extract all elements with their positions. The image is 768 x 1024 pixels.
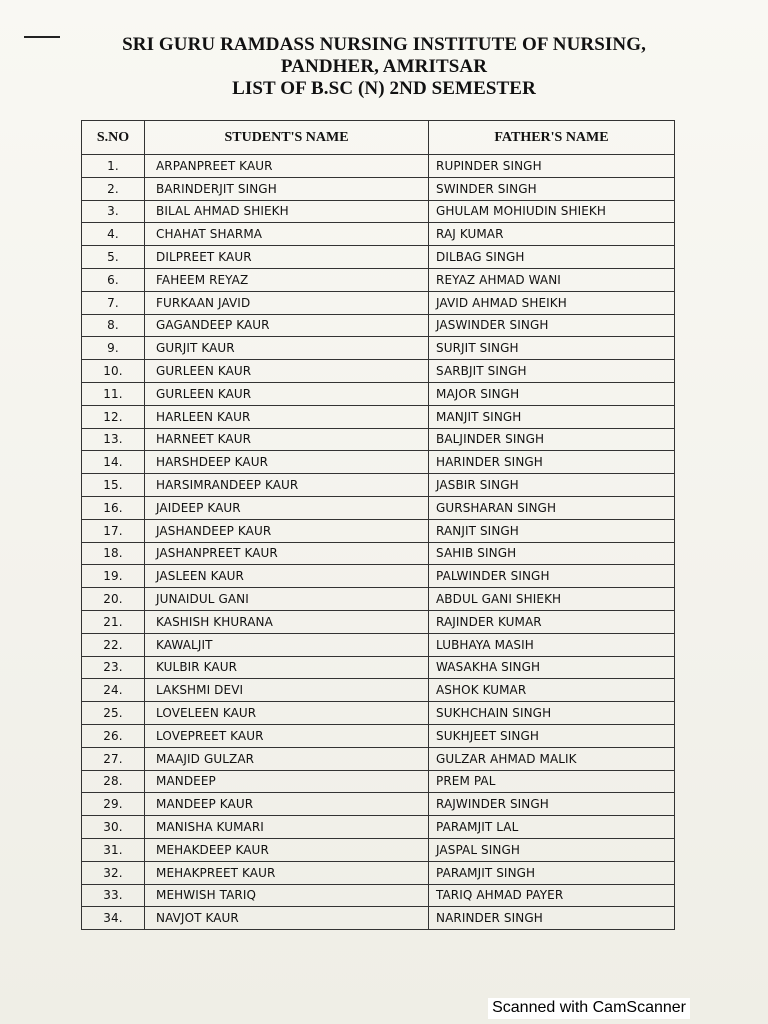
student-name-cell: FURKAAN JAVID bbox=[145, 291, 429, 314]
student-name-cell: BARINDERJIT SINGH bbox=[145, 177, 429, 200]
column-header-sno: S.NO bbox=[82, 121, 145, 155]
serial-number-cell: 13. bbox=[82, 428, 145, 451]
serial-number-cell: 9. bbox=[82, 337, 145, 360]
student-name-cell: HARLEEN KAUR bbox=[145, 405, 429, 428]
table-row bbox=[82, 565, 675, 588]
serial-number-cell: 18. bbox=[82, 542, 145, 565]
father-name-cell: JASPAL SINGH bbox=[429, 838, 675, 861]
student-list-table bbox=[81, 120, 675, 930]
serial-number-cell: 28. bbox=[82, 770, 145, 793]
serial-number-cell: 20. bbox=[82, 588, 145, 611]
table-row bbox=[82, 223, 675, 246]
father-name-cell: RAJINDER KUMAR bbox=[429, 610, 675, 633]
serial-number-cell: 5. bbox=[82, 246, 145, 269]
student-name-cell: JUNAIDUL GANI bbox=[145, 588, 429, 611]
camscanner-watermark: Scanned with CamScanner bbox=[488, 998, 690, 1019]
serial-number-cell: 15. bbox=[82, 474, 145, 497]
father-name-cell: WASAKHA SINGH bbox=[429, 656, 675, 679]
serial-number-cell: 17. bbox=[82, 519, 145, 542]
table-row bbox=[82, 770, 675, 793]
table-header-row bbox=[82, 121, 675, 155]
serial-number-cell: 22. bbox=[82, 633, 145, 656]
table-row bbox=[82, 405, 675, 428]
student-name-cell: ARPANPREET KAUR bbox=[145, 155, 429, 178]
list-title: LIST OF B.SC (N) 2ND SEMESTER bbox=[232, 78, 536, 99]
student-name-cell: JASLEEN KAUR bbox=[145, 565, 429, 588]
table-row bbox=[82, 200, 675, 223]
serial-number-cell: 10. bbox=[82, 360, 145, 383]
student-name-cell: KAWALJIT bbox=[145, 633, 429, 656]
institute-name: SRI GURU RAMDASS NURSING INSTITUTE OF NURSING, bbox=[122, 34, 646, 55]
father-name-cell: RAJ KUMAR bbox=[429, 223, 675, 246]
father-name-cell: GHULAM MOHIUDIN SHIEKH bbox=[429, 200, 675, 223]
father-name-cell: REYAZ AHMAD WANI bbox=[429, 268, 675, 291]
serial-number-cell: 27. bbox=[82, 747, 145, 770]
father-name-cell: BALJINDER SINGH bbox=[429, 428, 675, 451]
father-name-cell: SUKHCHAIN SINGH bbox=[429, 702, 675, 725]
table-row bbox=[82, 747, 675, 770]
table-row bbox=[82, 337, 675, 360]
student-name-cell: MANDEEP KAUR bbox=[145, 793, 429, 816]
student-name-cell: GURLEEN KAUR bbox=[145, 382, 429, 405]
serial-number-cell: 24. bbox=[82, 679, 145, 702]
table-row bbox=[82, 656, 675, 679]
table-row bbox=[82, 588, 675, 611]
father-name-cell: HARINDER SINGH bbox=[429, 451, 675, 474]
student-name-cell: CHAHAT SHARMA bbox=[145, 223, 429, 246]
student-name-cell: DILPREET KAUR bbox=[145, 246, 429, 269]
table-row bbox=[82, 610, 675, 633]
father-name-cell: ASHOK KUMAR bbox=[429, 679, 675, 702]
table-row bbox=[82, 816, 675, 839]
student-name-cell: JASHANDEEP KAUR bbox=[145, 519, 429, 542]
table-row bbox=[82, 428, 675, 451]
table-row bbox=[82, 679, 675, 702]
table-row bbox=[82, 724, 675, 747]
serial-number-cell: 33. bbox=[82, 884, 145, 907]
serial-number-cell: 30. bbox=[82, 816, 145, 839]
serial-number-cell: 23. bbox=[82, 656, 145, 679]
serial-number-cell: 16. bbox=[82, 496, 145, 519]
father-name-cell: TARIQ AHMAD PAYER bbox=[429, 884, 675, 907]
father-name-cell: ABDUL GANI SHIEKH bbox=[429, 588, 675, 611]
serial-number-cell: 8. bbox=[82, 314, 145, 337]
serial-number-cell: 21. bbox=[82, 610, 145, 633]
institute-location: PANDHER, AMRITSAR bbox=[280, 56, 488, 77]
father-name-cell: PALWINDER SINGH bbox=[429, 565, 675, 588]
father-name-cell: SURJIT SINGH bbox=[429, 337, 675, 360]
father-name-cell: MANJIT SINGH bbox=[429, 405, 675, 428]
father-name-cell: JASBIR SINGH bbox=[429, 474, 675, 497]
father-name-cell: SARBJIT SINGH bbox=[429, 360, 675, 383]
table-row bbox=[82, 451, 675, 474]
student-name-cell: FAHEEM REYAZ bbox=[145, 268, 429, 291]
serial-number-cell: 11. bbox=[82, 382, 145, 405]
father-name-cell: MAJOR SINGH bbox=[429, 382, 675, 405]
column-header-student-name: STUDENT'S NAME bbox=[145, 121, 429, 155]
serial-number-cell: 31. bbox=[82, 838, 145, 861]
serial-number-cell: 12. bbox=[82, 405, 145, 428]
student-name-cell: BILAL AHMAD SHIEKH bbox=[145, 200, 429, 223]
serial-number-cell: 14. bbox=[82, 451, 145, 474]
student-name-cell: MEHAKDEEP KAUR bbox=[145, 838, 429, 861]
student-name-cell: MEHWISH TARIQ bbox=[145, 884, 429, 907]
student-name-cell: LAKSHMI DEVI bbox=[145, 679, 429, 702]
father-name-cell: PREM PAL bbox=[429, 770, 675, 793]
student-name-cell: GAGANDEEP KAUR bbox=[145, 314, 429, 337]
student-name-cell: LOVEPREET KAUR bbox=[145, 724, 429, 747]
father-name-cell: DILBAG SINGH bbox=[429, 246, 675, 269]
student-name-cell: NAVJOT KAUR bbox=[145, 907, 429, 930]
table-row bbox=[82, 861, 675, 884]
table-row bbox=[82, 360, 675, 383]
table-row bbox=[82, 246, 675, 269]
father-name-cell: NARINDER SINGH bbox=[429, 907, 675, 930]
father-name-cell: JAVID AHMAD SHEIKH bbox=[429, 291, 675, 314]
student-name-cell: HARSIMRANDEEP KAUR bbox=[145, 474, 429, 497]
student-name-cell: KULBIR KAUR bbox=[145, 656, 429, 679]
serial-number-cell: 2. bbox=[82, 177, 145, 200]
table-row bbox=[82, 314, 675, 337]
father-name-cell: GULZAR AHMAD MALIK bbox=[429, 747, 675, 770]
table-row bbox=[82, 496, 675, 519]
student-name-cell: MANISHA KUMARI bbox=[145, 816, 429, 839]
table-row bbox=[82, 382, 675, 405]
father-name-cell: PARAMJIT LAL bbox=[429, 816, 675, 839]
table-row bbox=[82, 177, 675, 200]
table-row bbox=[82, 155, 675, 178]
table-row bbox=[82, 519, 675, 542]
serial-number-cell: 1. bbox=[82, 155, 145, 178]
father-name-cell: SUKHJEET SINGH bbox=[429, 724, 675, 747]
column-header-father-name: FATHER'S NAME bbox=[429, 121, 675, 155]
student-name-cell: HARSHDEEP KAUR bbox=[145, 451, 429, 474]
father-name-cell: LUBHAYA MASIH bbox=[429, 633, 675, 656]
student-name-cell: LOVELEEN KAUR bbox=[145, 702, 429, 725]
student-name-cell: GURJIT KAUR bbox=[145, 337, 429, 360]
student-name-cell: MEHAKPREET KAUR bbox=[145, 861, 429, 884]
table-row bbox=[82, 884, 675, 907]
student-name-cell: MAAJID GULZAR bbox=[145, 747, 429, 770]
serial-number-cell: 19. bbox=[82, 565, 145, 588]
table-row bbox=[82, 838, 675, 861]
table-body bbox=[82, 155, 675, 930]
student-name-cell: KASHISH KHURANA bbox=[145, 610, 429, 633]
table-row bbox=[82, 633, 675, 656]
serial-number-cell: 4. bbox=[82, 223, 145, 246]
table-row bbox=[82, 702, 675, 725]
serial-number-cell: 3. bbox=[82, 200, 145, 223]
serial-number-cell: 34. bbox=[82, 907, 145, 930]
student-name-cell: JAIDEEP KAUR bbox=[145, 496, 429, 519]
table-row bbox=[82, 268, 675, 291]
serial-number-cell: 25. bbox=[82, 702, 145, 725]
table-row bbox=[82, 542, 675, 565]
serial-number-cell: 7. bbox=[82, 291, 145, 314]
father-name-cell: RANJIT SINGH bbox=[429, 519, 675, 542]
father-name-cell: RAJWINDER SINGH bbox=[429, 793, 675, 816]
father-name-cell: SAHIB SINGH bbox=[429, 542, 675, 565]
student-name-cell: MANDEEP bbox=[145, 770, 429, 793]
table-row bbox=[82, 474, 675, 497]
father-name-cell: RUPINDER SINGH bbox=[429, 155, 675, 178]
serial-number-cell: 29. bbox=[82, 793, 145, 816]
student-name-cell: GURLEEN KAUR bbox=[145, 360, 429, 383]
table-row bbox=[82, 907, 675, 930]
document-heading bbox=[0, 34, 768, 100]
serial-number-cell: 6. bbox=[82, 268, 145, 291]
table-row bbox=[82, 291, 675, 314]
student-name-cell: HARNEET KAUR bbox=[145, 428, 429, 451]
father-name-cell: GURSHARAN SINGH bbox=[429, 496, 675, 519]
father-name-cell: SWINDER SINGH bbox=[429, 177, 675, 200]
student-name-cell: JASHANPREET KAUR bbox=[145, 542, 429, 565]
serial-number-cell: 32. bbox=[82, 861, 145, 884]
father-name-cell: JASWINDER SINGH bbox=[429, 314, 675, 337]
serial-number-cell: 26. bbox=[82, 724, 145, 747]
father-name-cell: PARAMJIT SINGH bbox=[429, 861, 675, 884]
table-row bbox=[82, 793, 675, 816]
